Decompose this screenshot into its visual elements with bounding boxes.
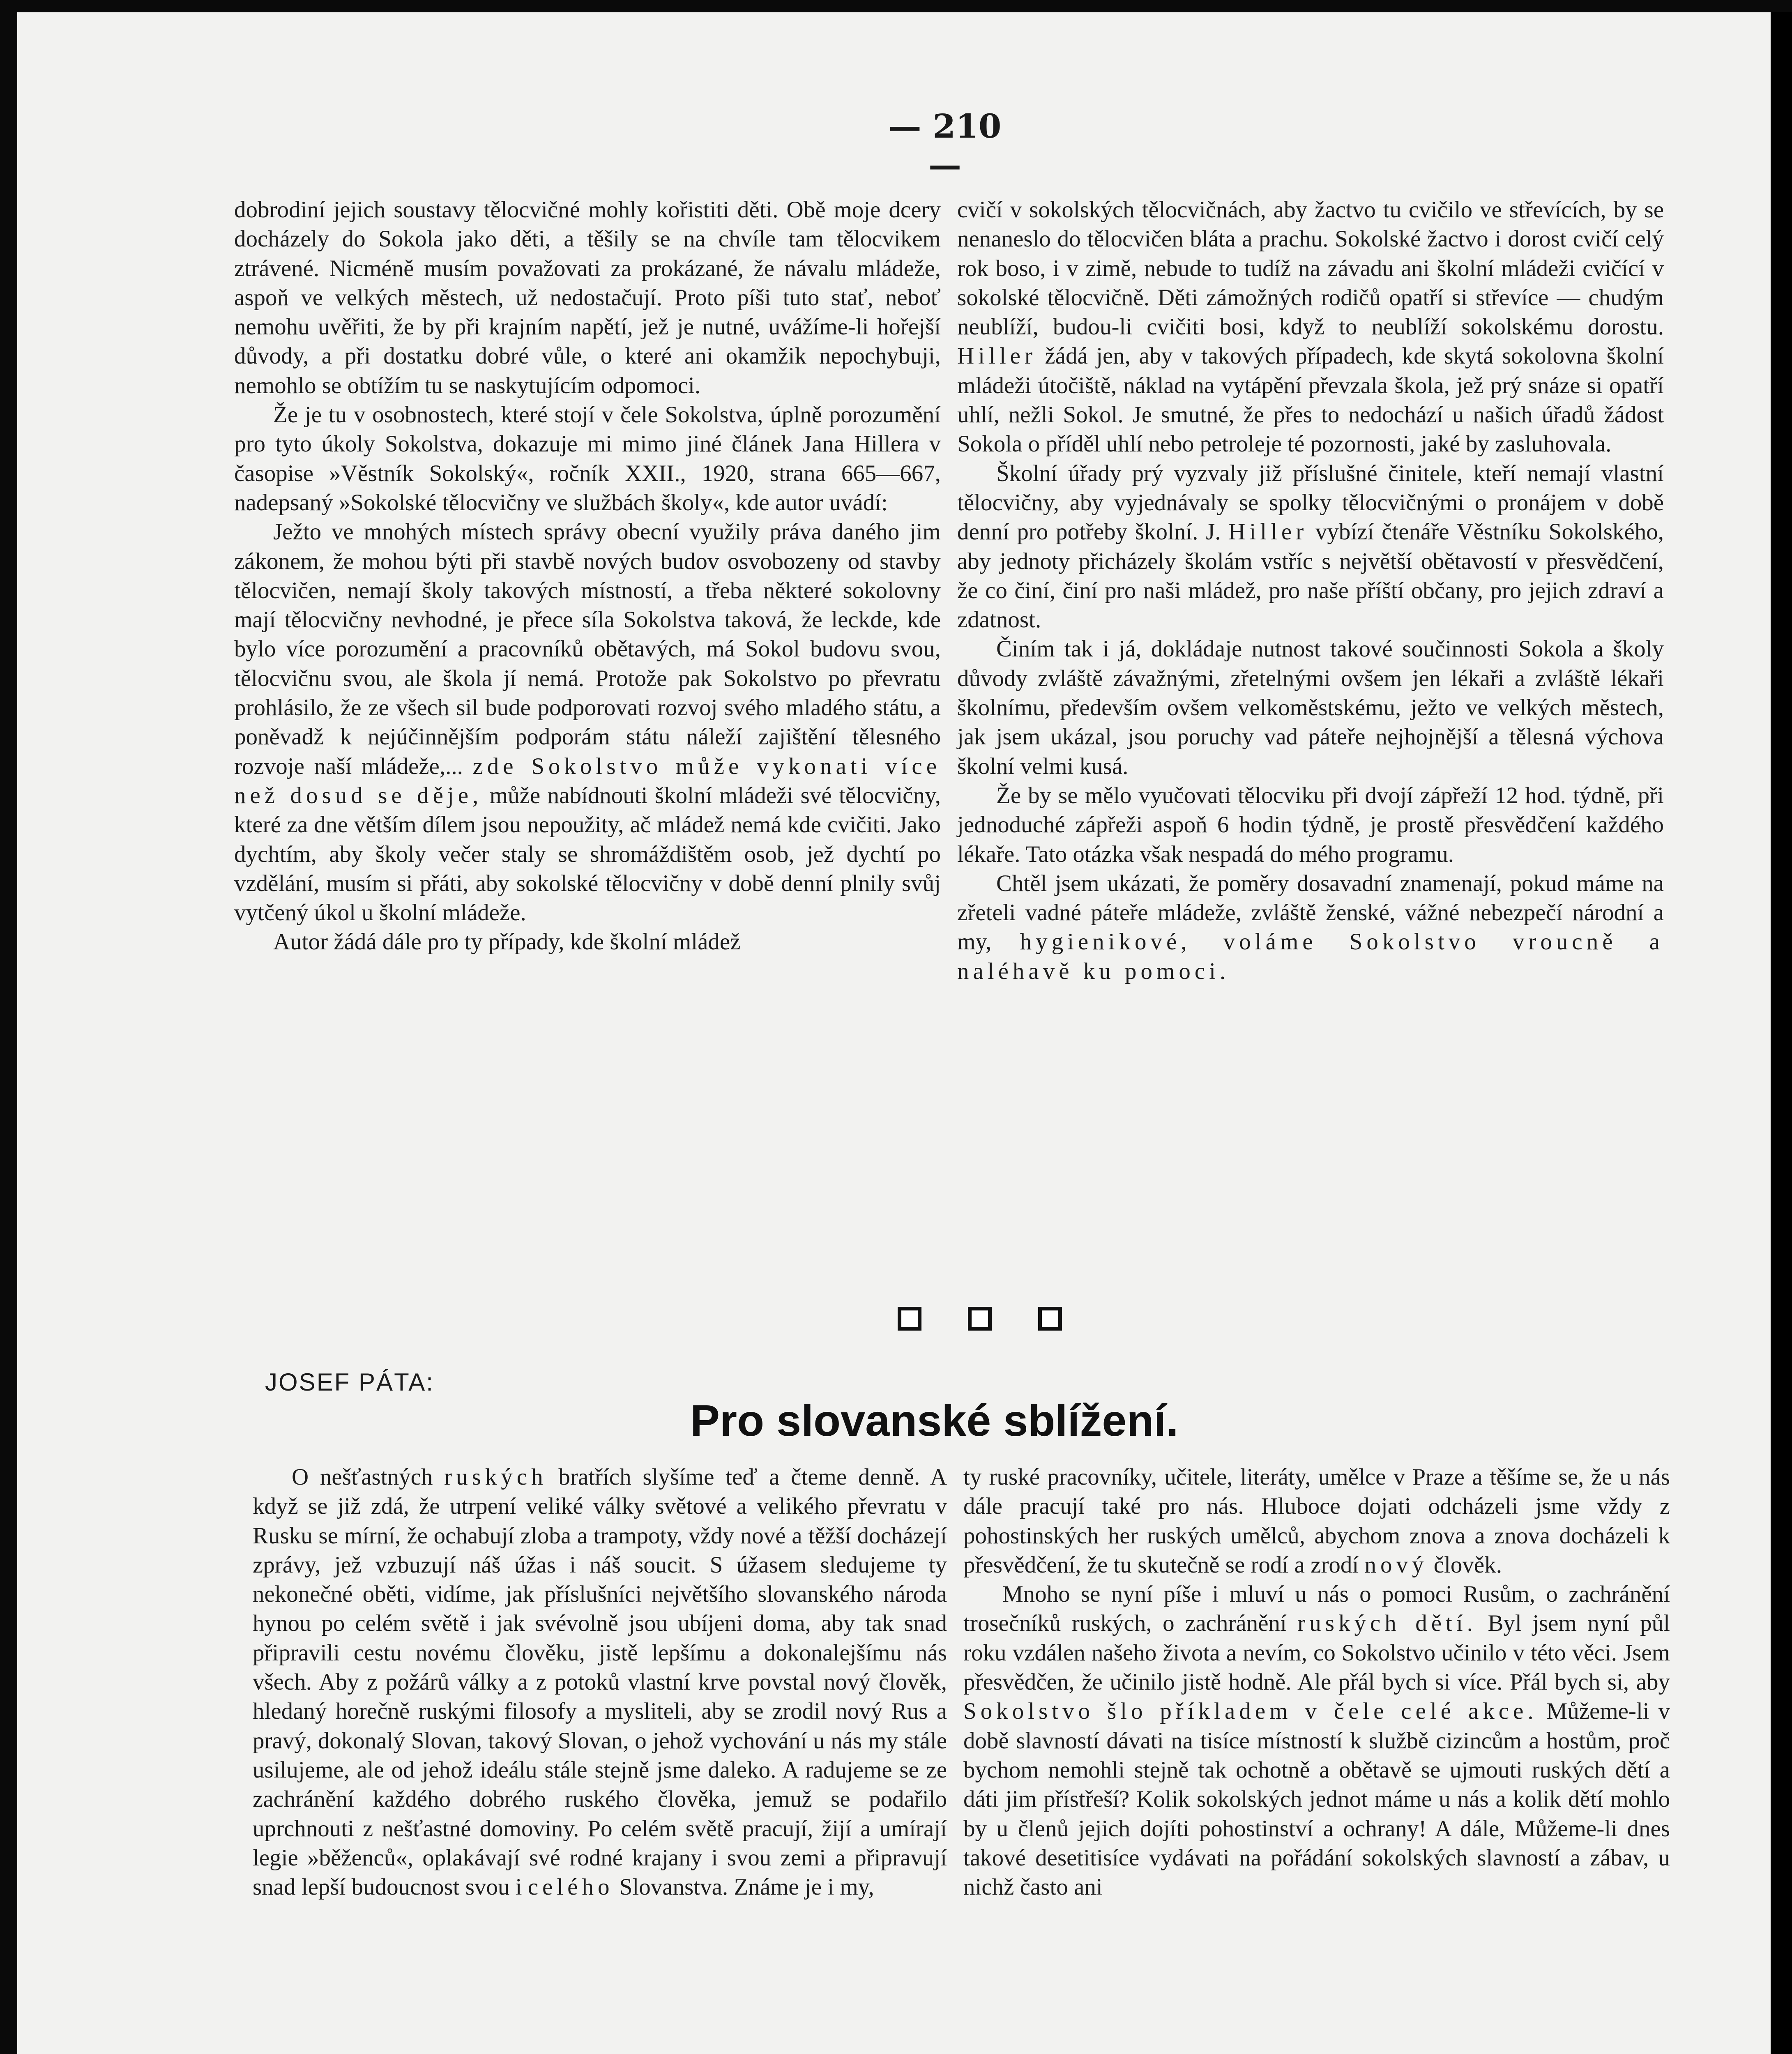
spaced-emphasis: Sokolstvo šlo příkladem v čele celé akce. <box>963 1698 1538 1725</box>
quote-paragraph <box>234 517 941 927</box>
paragraph-text: Můžeme-li v době slavností dávati na tisíce místností k službě cizincům a hostům, proč bychom nemohli stejně tak ochotně a obětavě se ujmouti ruských dětí a dáti jim přístřeší? Kolik sokolských jednot máme u nás a kolik dětí mohlo by u členů jejich dojíti pohostinství a ochrany! A dále, Můžeme-li dnes takové desetitisíce vydávati na pořádání sokolských slavností a zábav, u nichž často ani <box>963 1698 1670 1900</box>
article2-column-left <box>253 1462 947 1902</box>
paragraph-text: Školní úřady prý vyzvaly již příslušné činitele, kteří nemají vlastní tělocvičny, aby vyjednávaly se spolky tělocvičnými o pronájem v době denní pro potřeby školní. J. <box>957 460 1664 545</box>
paragraph-text: O nešťastných <box>292 1464 433 1490</box>
paragraph-text: vybízí čtenáře Věstníku Sokolského, aby jednoty přicházely školám vstříc s největší obětavostí v přesvědčení, že co činí, činí pro naši mládež, pro naše příští občany, pro jejich zdraví a zdatnost. <box>957 519 1664 633</box>
paragraph <box>253 1462 947 1902</box>
spaced-emphasis: nový <box>1364 1552 1428 1578</box>
article1-column-left <box>234 195 941 957</box>
paragraph <box>963 1462 1670 1580</box>
spaced-name: Hiller <box>957 343 1037 369</box>
spaced-emphasis: celého <box>527 1874 614 1900</box>
paragraph-text: ty ruské pracovníky, učitele, literáty, umělce v Praze a těšíme se, že u nás dále pracují také pro nás. Hluboce dojati odcházeli jsme vždy z pohostinských her ruských umělců, abychom znova a znova docházeli k přesvědčení, že tu skutečně se rodí a zrodí <box>963 1464 1670 1578</box>
paragraph <box>957 869 1664 986</box>
spaced-name: Hiller <box>1228 519 1308 545</box>
quote-text: může nabídnouti školní mládeži své tělocvičny, které za dne větším dílem jsou nepoužity, ač mládež nemá kde cvičiti. Jako dychtím, aby školy večer staly se shromáždištěm osob, jež dychtí po vzdělání, musím si přáti, aby sokolské tělocvičny v době denní plnily svůj vytčený úkol u školní mládeže. <box>234 782 941 926</box>
paragraph: Že je tu v osobnostech, které stojí v čele Sokolstva, úplně porozumění pro tyto úkoly Sokolstva, dokazuje mi mimo jiné článek Jana Hillera v časopise »Věstník Sokolský«, ročník XXII., 1920, strana 665—667, nadepsaný »Sokolské tělocvičny ve službách školy«, kde autor uvádí: <box>234 402 941 516</box>
paragraph: Činím tak i já, dokládaje nutnost takové součinnosti Sokola a školy důvody zvláště závažnými, zřetelnými ovšem jen lékaři a zvláště lékaři školnímu, především ovšem velkoměstskému, ježto ve velkých městech, jak jsem ukázal, jsou poruchy vad páteře nejhojnější a tělesná výchova školní velmi kusá. <box>957 636 1664 779</box>
square-ornament-icon <box>968 1307 992 1331</box>
spaced-emphasis: hygienikové, voláme Sokolstvo vroucně a naléhavě ku pomoci. <box>957 929 1664 984</box>
paragraph <box>957 459 1664 635</box>
page <box>16 12 1771 2054</box>
square-ornament-icon <box>898 1307 921 1331</box>
page-number: — 210 — <box>888 107 1002 184</box>
paragraph-text: Slovanstva. Známe je i my, <box>619 1874 874 1900</box>
paragraph <box>963 1580 1670 1902</box>
article-author: JOSEF PÁTA: <box>265 1368 434 1396</box>
spaced-emphasis: zde Sokolstvo může vykonati více než dosud se děje, <box>234 753 941 808</box>
section-divider <box>898 1302 1062 1335</box>
spaced-emphasis: ruských <box>444 1464 547 1490</box>
paragraph <box>957 195 1664 459</box>
quote-text: Ježto ve mnohých místech správy obecní využily práva daného jim zákonem, že mohou býti při stavbě nových budov osvobozeny od stavby tělocvičen, nemají školy takových místností, a třeba některé sokolovny mají tělocvičny nevhodné, je přece síla Sokolstva taková, že leckde, kde bylo více porozumění a pracovníků obětavých, má Sokol budovu svou, tělocvičnu svou, ale škola jí nemá. Protože pak Sokolstvo po převratu prohlásilo, že ze všech sil bude podporovati rozvoj svého mladého státu, a poněvadž k nejúčinnějším podporám státu náleží zajištění tělesného rozvoje naší mládeže,... <box>234 519 941 779</box>
paragraph: Autor žádá dále pro ty případy, kde školní mládež <box>273 929 741 955</box>
paragraph-text: bratřích slyšíme teď a čteme denně. A když se již zdá, že utrpení veliké války světové a velikého převratu v Rusku se mírní, že ochabují zloba a trampoty, vždy nové a těžší docházejí zprávy, jež vzbuzují náš úžas i náš soucit. S úžasem sledujeme ty nekonečné oběti, vidíme, jak příslušníci největšího slovanského národa hynou po celém světě i jak svévolně jsou ubíjeni doma, aby tak snad připravili cestu novému člověku, jistě lepšímu a dokonalejšímu nás všech. Aby z požárů války a z potoků vlastní krve povstal nový člověk, hledaný horečně ruskými filosofy a mysliteli, aby se zrodil nový Rus a pravý, dokonalý Slovan, takový Slovan, o jehož vychování u nás my stále usilujeme, ale od jehož ideálu stále stejně jsme daleko. A radujeme se ze zachránění každého dobrého ruského člověka, jemuž se podařilo uprchnouti z nešťastné domoviny. Po celém světě pracují, žijí a umírají legie »běženců«, oplakávají své rodné krajany i svou zemi a připravují snad lepší budoucnost svou i <box>253 1464 947 1900</box>
article1-column-right <box>957 195 1664 986</box>
paragraph-text: člověk. <box>1433 1552 1502 1578</box>
paragraph-text: žádá jen, aby v takových případech, kde skytá sokolovna školní mládeži útočiště, náklad na vytápění převzala škola, jež prý snáze si opatří uhlí, nežli Sokol. Je smutné, že přes to nedochází u našich úřadů žádost Sokola o příděl uhlí nebo petroleje té pozornosti, jaké by zasluhovala. <box>957 343 1664 457</box>
paragraph-text: cvičí v sokolských tělocvičnách, aby žactvo tu cvičilo ve střevících, by se nenaneslo do tělocvičen bláta a prachu. Sokolské žactvo i dorost cvičí celý rok boso, i v zimě, nebude to tudíž na závadu ani školní mládeži cvičící v sokolské tělocvičně. Děti zámožných rodičů opatří si střevíce — chudým neublíží, budou-li cvičiti bosi, když to neublíží sokolskému dorostu. <box>957 197 1664 340</box>
article2-column-right <box>963 1462 1670 1902</box>
square-ornament-icon <box>1038 1307 1062 1331</box>
paragraph-text: Chtěl jsem ukázati, že poměry dosavadní znamenají, pokud máme na zřeteli vadné páteře mládeže, zvláště ženské, vážné nebezpečí národní a my, <box>957 870 1664 955</box>
paragraph: Že by se mělo vyučovati tělocviku při dvojí zápřeží 12 hod. týdně, při jednoduché zápřeži aspoň 6 hodin týdně, je prostě přesvědčení každého lékaře. Tato otázka však nespadá do mého programu. <box>957 782 1664 867</box>
spaced-emphasis: ruských dětí. <box>1297 1610 1477 1637</box>
paragraph: dobrodiní jejich soustavy tělocvičné mohly kořistiti děti. Obě moje dcery docházely do Sokola jako děti, a těšily se na chvíle tam tělocvikem ztrávené. Nicméně musím považovati za prokázané, že návalu mládeže, aspoň ve velkých městech, už nedostačují. Proto píši tuto stať, neboť nemohu uvěřiti, že by při krajním napětí, jež je nutné, uvážíme-li hořejší důvody, a při dostatku dobré vůle, o které ani okamžik nepochybuji, nemohlo se obtížím tu se naskytujícím odpomoci. <box>234 197 941 398</box>
article-title: Pro slovanské sblížení. <box>690 1395 1179 1445</box>
paragraph-text: Mnoho se nyní píše i mluví u nás o pomoci Rusům, o zachránění trosečníků ruských, o zachránění <box>963 1581 1670 1637</box>
paragraph-text: Byl jsem nyní půl roku vzdálen našeho života a nevím, co Sokolstvo učinilo v této věci. Jsem přesvědčen, že učinilo jistě hodně. Ale přál bych si více. Přál bych si, aby <box>963 1610 1670 1695</box>
